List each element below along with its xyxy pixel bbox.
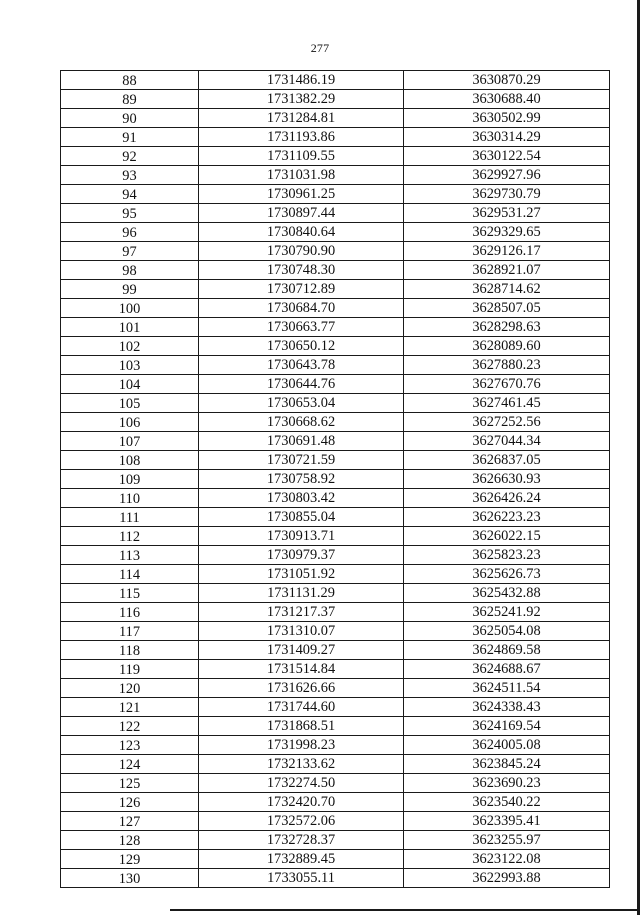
y-coordinate-cell: 3630122.54 — [404, 147, 610, 165]
x-coordinate-cell: 1731051.92 — [199, 565, 404, 583]
point-number-cell: 124 — [61, 755, 199, 773]
y-coordinate-cell: 3628921.07 — [404, 261, 610, 279]
y-coordinate-cell: 3626630.93 — [404, 470, 610, 488]
x-coordinate-cell: 1730897.44 — [199, 204, 404, 222]
point-number-cell: 91 — [61, 128, 199, 146]
x-coordinate-cell: 1731310.07 — [199, 622, 404, 640]
x-coordinate-cell: 1731131.29 — [199, 584, 404, 602]
point-number-cell: 125 — [61, 774, 199, 792]
x-coordinate-cell: 1730855.04 — [199, 508, 404, 526]
table-row — [61, 679, 610, 698]
table-row — [61, 717, 610, 736]
point-number-cell: 126 — [61, 793, 199, 811]
point-number-cell: 104 — [61, 375, 199, 393]
table-row — [61, 812, 610, 831]
x-coordinate-cell: 1730758.92 — [199, 470, 404, 488]
x-coordinate-cell: 1730961.25 — [199, 185, 404, 203]
point-number-cell: 95 — [61, 204, 199, 222]
point-number-cell: 98 — [61, 261, 199, 279]
table-row — [61, 185, 610, 204]
y-coordinate-cell: 3625432.88 — [404, 584, 610, 602]
table-row — [61, 223, 610, 242]
x-coordinate-cell: 1731109.55 — [199, 147, 404, 165]
point-number-cell: 122 — [61, 717, 199, 735]
y-coordinate-cell: 3623255.97 — [404, 831, 610, 849]
point-number-cell: 111 — [61, 508, 199, 526]
point-number-cell: 128 — [61, 831, 199, 849]
point-number-cell: 127 — [61, 812, 199, 830]
y-coordinate-cell: 3626223.23 — [404, 508, 610, 526]
point-number-cell: 130 — [61, 869, 199, 887]
table-row — [61, 755, 610, 774]
x-coordinate-cell: 1730644.76 — [199, 375, 404, 393]
table-row — [61, 508, 610, 527]
point-number-cell: 90 — [61, 109, 199, 127]
table-row — [61, 71, 610, 90]
y-coordinate-cell: 3625054.08 — [404, 622, 610, 640]
point-number-cell: 118 — [61, 641, 199, 659]
y-coordinate-cell: 3624338.43 — [404, 698, 610, 716]
point-number-cell: 109 — [61, 470, 199, 488]
x-coordinate-cell: 1731868.51 — [199, 717, 404, 735]
x-coordinate-cell: 1730668.62 — [199, 413, 404, 431]
x-coordinate-cell: 1731284.81 — [199, 109, 404, 127]
point-number-cell: 110 — [61, 489, 199, 507]
y-coordinate-cell: 3627461.45 — [404, 394, 610, 412]
x-coordinate-cell: 1730748.30 — [199, 261, 404, 279]
x-coordinate-cell: 1732889.45 — [199, 850, 404, 868]
x-coordinate-cell: 1731626.66 — [199, 679, 404, 697]
y-coordinate-cell: 3624869.58 — [404, 641, 610, 659]
table-row — [61, 736, 610, 755]
scan-border-bottom — [170, 909, 640, 911]
point-number-cell: 94 — [61, 185, 199, 203]
x-coordinate-cell: 1732274.50 — [199, 774, 404, 792]
table-row — [61, 432, 610, 451]
table-row — [61, 375, 610, 394]
x-coordinate-cell: 1732133.62 — [199, 755, 404, 773]
x-coordinate-cell: 1731193.86 — [199, 128, 404, 146]
x-coordinate-cell: 1731217.37 — [199, 603, 404, 621]
y-coordinate-cell: 3630688.40 — [404, 90, 610, 108]
y-coordinate-cell: 3623690.23 — [404, 774, 610, 792]
table-row — [61, 774, 610, 793]
y-coordinate-cell: 3629927.96 — [404, 166, 610, 184]
y-coordinate-cell: 3625823.23 — [404, 546, 610, 564]
table-row — [61, 280, 610, 299]
x-coordinate-cell: 1730721.59 — [199, 451, 404, 469]
y-coordinate-cell: 3628714.62 — [404, 280, 610, 298]
x-coordinate-cell: 1730663.77 — [199, 318, 404, 336]
x-coordinate-cell: 1730643.78 — [199, 356, 404, 374]
table-row — [61, 413, 610, 432]
y-coordinate-cell: 3624005.08 — [404, 736, 610, 754]
table-row — [61, 641, 610, 660]
table-row — [61, 394, 610, 413]
x-coordinate-cell: 1731409.27 — [199, 641, 404, 659]
point-number-cell: 115 — [61, 584, 199, 602]
table-row — [61, 660, 610, 679]
x-coordinate-cell: 1731486.19 — [199, 71, 404, 89]
point-number-cell: 102 — [61, 337, 199, 355]
y-coordinate-cell: 3629126.17 — [404, 242, 610, 260]
point-number-cell: 96 — [61, 223, 199, 241]
y-coordinate-cell: 3628089.60 — [404, 337, 610, 355]
x-coordinate-cell: 1730653.04 — [199, 394, 404, 412]
table-row — [61, 147, 610, 166]
y-coordinate-cell: 3627044.34 — [404, 432, 610, 450]
table-row — [61, 793, 610, 812]
table-row — [61, 356, 610, 375]
x-coordinate-cell: 1732420.70 — [199, 793, 404, 811]
point-number-cell: 120 — [61, 679, 199, 697]
point-number-cell: 97 — [61, 242, 199, 260]
y-coordinate-cell: 3627670.76 — [404, 375, 610, 393]
table-row — [61, 242, 610, 261]
table-row — [61, 261, 610, 280]
table-row — [61, 850, 610, 869]
y-coordinate-cell: 3626837.05 — [404, 451, 610, 469]
table-row — [61, 603, 610, 622]
x-coordinate-cell: 1730790.90 — [199, 242, 404, 260]
point-number-cell: 121 — [61, 698, 199, 716]
x-coordinate-cell: 1731998.23 — [199, 736, 404, 754]
y-coordinate-cell: 3623845.24 — [404, 755, 610, 773]
point-number-cell: 106 — [61, 413, 199, 431]
x-coordinate-cell: 1730691.48 — [199, 432, 404, 450]
y-coordinate-cell: 3625626.73 — [404, 565, 610, 583]
table-row — [61, 128, 610, 147]
y-coordinate-cell: 3624511.54 — [404, 679, 610, 697]
y-coordinate-cell: 3629531.27 — [404, 204, 610, 222]
x-coordinate-cell: 1731382.29 — [199, 90, 404, 108]
x-coordinate-cell: 1730979.37 — [199, 546, 404, 564]
page-number: 277 — [310, 41, 330, 55]
point-number-cell: 93 — [61, 166, 199, 184]
point-number-cell: 123 — [61, 736, 199, 754]
y-coordinate-cell: 3628507.05 — [404, 299, 610, 317]
y-coordinate-cell: 3630502.99 — [404, 109, 610, 127]
table-row — [61, 622, 610, 641]
y-coordinate-cell: 3623395.41 — [404, 812, 610, 830]
y-coordinate-cell: 3630314.29 — [404, 128, 610, 146]
point-number-cell: 88 — [61, 71, 199, 89]
point-number-cell: 105 — [61, 394, 199, 412]
x-coordinate-cell: 1731514.84 — [199, 660, 404, 678]
y-coordinate-cell: 3628298.63 — [404, 318, 610, 336]
table-row — [61, 299, 610, 318]
point-number-cell: 129 — [61, 850, 199, 868]
y-coordinate-cell: 3623122.08 — [404, 850, 610, 868]
point-number-cell: 108 — [61, 451, 199, 469]
table-row — [61, 109, 610, 128]
y-coordinate-cell: 3629329.65 — [404, 223, 610, 241]
point-number-cell: 112 — [61, 527, 199, 545]
y-coordinate-cell: 3624688.67 — [404, 660, 610, 678]
table-row — [61, 698, 610, 717]
table-row — [61, 204, 610, 223]
point-number-cell: 116 — [61, 603, 199, 621]
table-row — [61, 546, 610, 565]
table-row — [61, 318, 610, 337]
y-coordinate-cell: 3627880.23 — [404, 356, 610, 374]
x-coordinate-cell: 1731031.98 — [199, 166, 404, 184]
table-row — [61, 584, 610, 603]
point-number-cell: 107 — [61, 432, 199, 450]
point-number-cell: 103 — [61, 356, 199, 374]
table-row — [61, 90, 610, 109]
point-number-cell: 117 — [61, 622, 199, 640]
x-coordinate-cell: 1730840.64 — [199, 223, 404, 241]
y-coordinate-cell: 3627252.56 — [404, 413, 610, 431]
x-coordinate-cell: 1730803.42 — [199, 489, 404, 507]
point-number-cell: 119 — [61, 660, 199, 678]
point-number-cell: 100 — [61, 299, 199, 317]
x-coordinate-cell: 1732572.06 — [199, 812, 404, 830]
y-coordinate-cell: 3625241.92 — [404, 603, 610, 621]
table-row — [61, 565, 610, 584]
table-row — [61, 489, 610, 508]
table-row — [61, 527, 610, 546]
point-number-cell: 99 — [61, 280, 199, 298]
table-row — [61, 831, 610, 850]
point-number-cell: 113 — [61, 546, 199, 564]
y-coordinate-cell: 3624169.54 — [404, 717, 610, 735]
coordinates-table — [60, 70, 610, 888]
table-row — [61, 869, 610, 888]
x-coordinate-cell: 1730650.12 — [199, 337, 404, 355]
table-row — [61, 337, 610, 356]
x-coordinate-cell: 1731744.60 — [199, 698, 404, 716]
y-coordinate-cell: 3622993.88 — [404, 869, 610, 887]
x-coordinate-cell: 1732728.37 — [199, 831, 404, 849]
y-coordinate-cell: 3630870.29 — [404, 71, 610, 89]
y-coordinate-cell: 3626022.15 — [404, 527, 610, 545]
x-coordinate-cell: 1730913.71 — [199, 527, 404, 545]
x-coordinate-cell: 1730684.70 — [199, 299, 404, 317]
y-coordinate-cell: 3629730.79 — [404, 185, 610, 203]
point-number-cell: 114 — [61, 565, 199, 583]
table-row — [61, 470, 610, 489]
x-coordinate-cell: 1730712.89 — [199, 280, 404, 298]
table-row — [61, 166, 610, 185]
y-coordinate-cell: 3626426.24 — [404, 489, 610, 507]
point-number-cell: 92 — [61, 147, 199, 165]
x-coordinate-cell: 1733055.11 — [199, 869, 404, 887]
table-row — [61, 451, 610, 470]
point-number-cell: 89 — [61, 90, 199, 108]
y-coordinate-cell: 3623540.22 — [404, 793, 610, 811]
point-number-cell: 101 — [61, 318, 199, 336]
